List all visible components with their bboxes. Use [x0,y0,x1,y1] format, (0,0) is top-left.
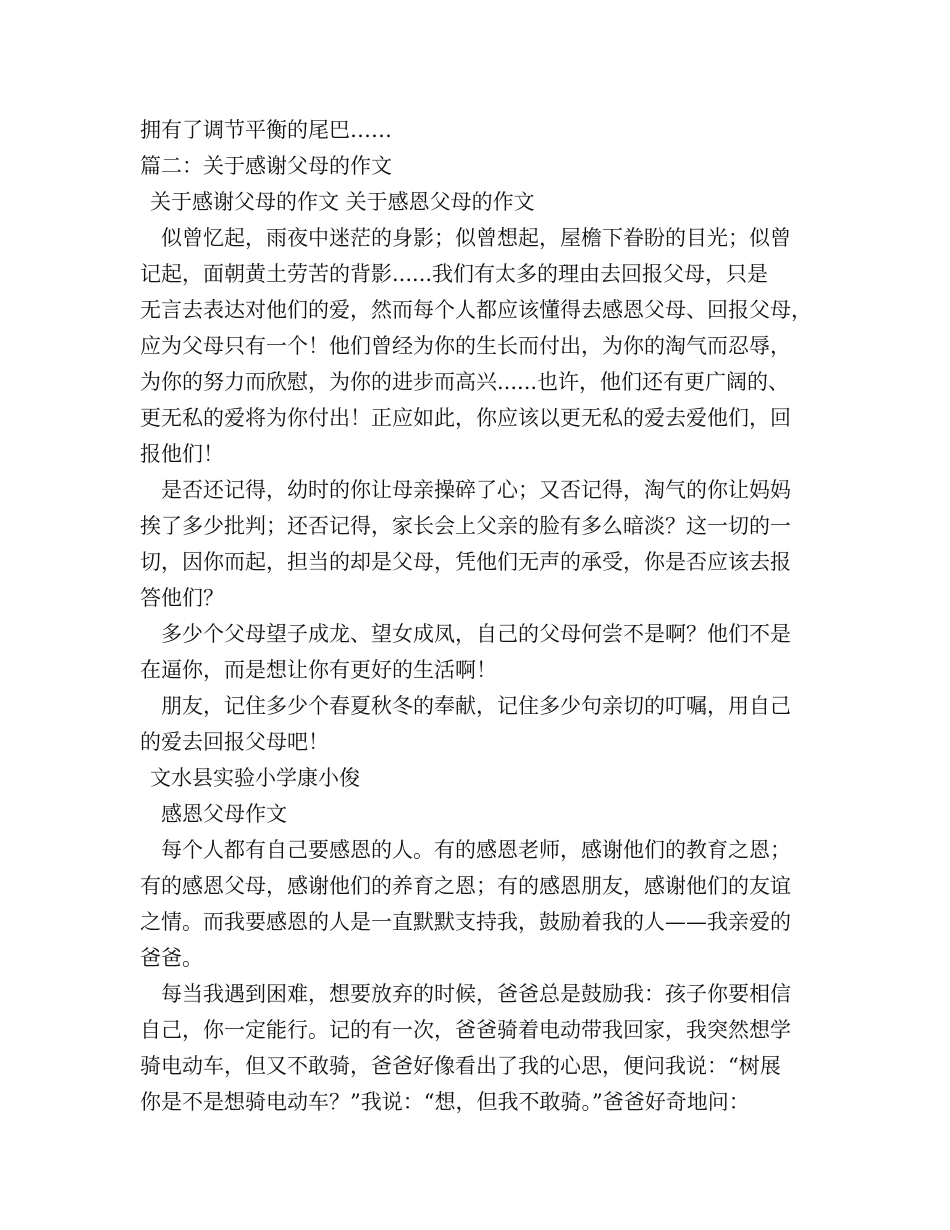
text-line: 有的感恩父母，感谢他们的养育之恩；有的感恩朋友，感谢他们的友谊 [140,874,791,898]
article-title: 感恩父母作文 [161,802,287,826]
document-body [140,112,820,1120]
text-line: 更无私的爱将为你付出！正应如此，你应该以更无私的爱去爱他们，回 [140,406,791,430]
text-line: 切，因你而起，担当的却是父母，凭他们无声的承受，你是否应该去报 [140,550,791,574]
text-line: 每个人都有自己要感恩的人。有的感恩老师，感谢他们的教育之恩； [161,838,791,862]
text-line: 自己，你一定能行。记的有一次，爸爸骑着电动带我回家，我突然想学 [140,1018,791,1042]
text-line: 无言去表达对他们的爱，然而每个人都应该懂得去感恩父母、回报父母， [140,298,812,322]
text-line: 多少个父母望子成龙、望女成凤，自己的父母何尝不是啊？他们不是 [161,622,791,646]
text-line: 爸爸。 [140,946,203,970]
text-line: 似曾忆起，雨夜中迷茫的身影；似曾想起，屋檐下眷盼的目光；似曾 [161,226,791,250]
text-line: 每当我遇到困难，想要放弃的时候，爸爸总是鼓励我：孩子你要相信 [161,982,791,1006]
text-line: 之情。而我要感恩的人是一直默默支持我，鼓励着我的人——我亲爱的 [140,910,791,934]
text-line: 应为父母只有一个！他们曾经为你的生长而付出，为你的淘气而忍辱， [140,334,791,358]
text-line: 答他们？ [140,586,224,610]
text-line: 报他们！ [140,442,224,466]
text-line: 你是不是想骑电动车？”我说：“想，但我不敢骑。”爸爸好奇地问： [140,1090,750,1114]
text-line: 的爱去回报父母吧！ [140,730,329,754]
text-line: 是否还记得，幼时的你让母亲操碎了心；又否记得，淘气的你让妈妈 [161,478,791,502]
text-line: 朋友，记住多少个春夏秋冬的奉献，记住多少句亲切的叮嘱，用自己 [161,694,791,718]
author-line: 文水县实验小学康小俊 [150,766,360,790]
text-line: 拥有了调节平衡的尾巴…… [140,118,392,142]
text-line: 为你的努力而欣慰，为你的进步而高兴......也许，他们还有更广阔的、 [140,370,790,394]
text-line: 挨了多少批判；还否记得，家长会上父亲的脸有多么暗淡？这一切的一 [140,514,791,538]
text-line: 骑电动车，但又不敢骑，爸爸好像看出了我的心思，便问我说：“树展 [140,1054,781,1078]
section-heading: 篇二：关于感谢父母的作文 [140,154,392,178]
article-title: 关于感谢父母的作文 关于感恩父母的作文 [150,190,535,214]
text-line: 记起，面朝黄土劳苦的背影......我们有太多的理由去回报父母，只是 [140,262,769,286]
text-line: 在逼你，而是想让你有更好的生活啊！ [140,658,497,682]
